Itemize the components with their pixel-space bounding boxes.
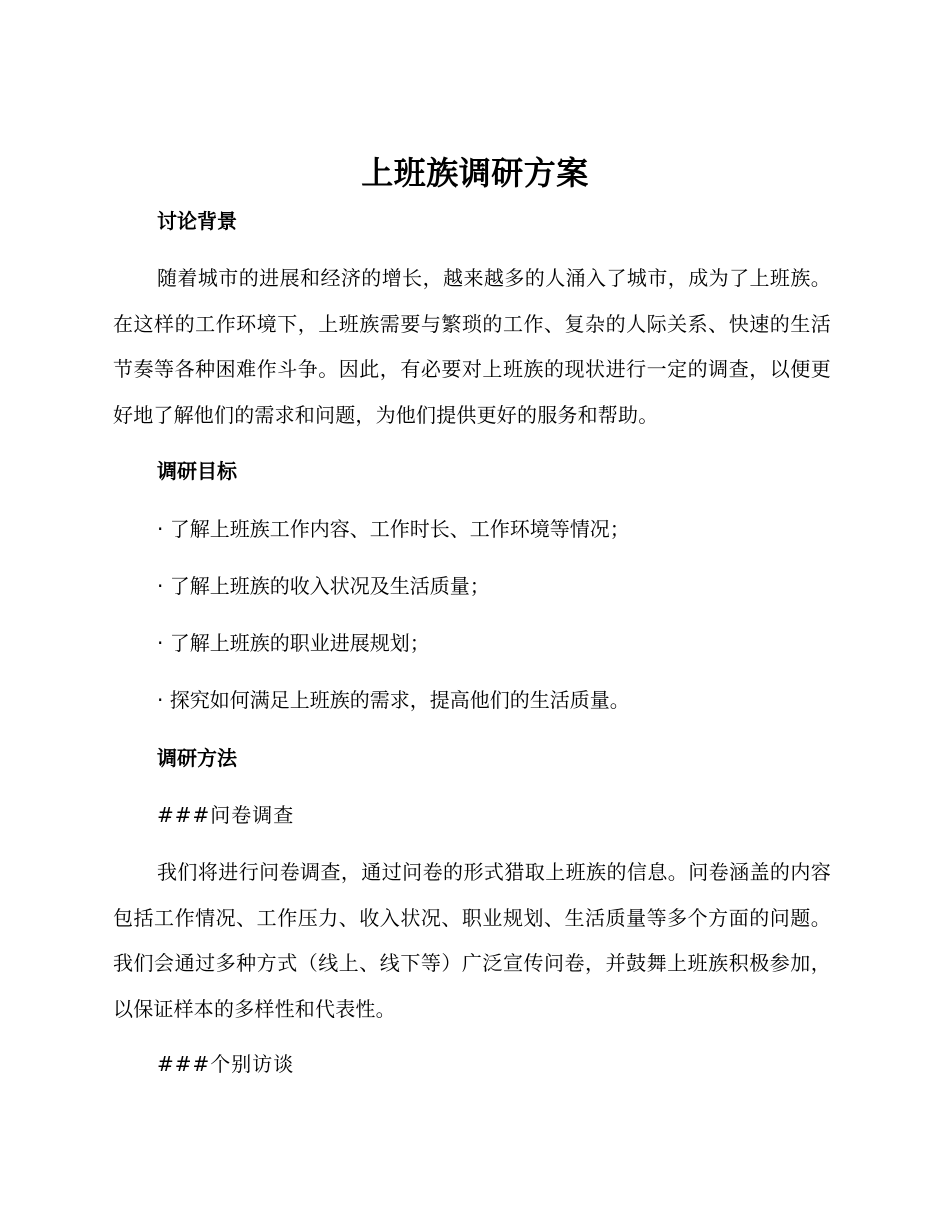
- goal-item: · 了解上班族工作内容、工作时长、工作环境等情况；: [157, 517, 630, 541]
- goal-item: · 了解上班族的职业进展规划；: [157, 631, 430, 655]
- goal-item: · 了解上班族的收入状况及生活质量；: [157, 574, 490, 598]
- section-heading-goals: 调研目标: [157, 459, 237, 483]
- questionnaire-paragraph: 我们将进行问卷调查，通过问卷的形式猎取上班族的信息。问卷涵盖的内容包括工作情况、工作压力、收入状况、职业规划、生活质量等多个方面的问题。我们会通过多种方式（线上、线下等）广泛宣传问卷，并鼓舞上班族积极参加，以保证样本的多样性和代表性。: [113, 860, 831, 1022]
- section-heading-background: 讨论背景: [157, 209, 237, 233]
- subheading-questionnaire: ###问卷调查: [157, 803, 295, 827]
- document-title: 上班族调研方案: [361, 154, 589, 192]
- section-heading-methods: 调研方法: [157, 746, 237, 770]
- goal-item: · 探究如何满足上班族的需求，提高他们的生活质量。: [157, 688, 630, 712]
- background-paragraph: 随着城市的进展和经济的增长，越来越多的人涌入了城市，成为了上班族。在这样的工作环境下，上班族需要与繁琐的工作、复杂的人际关系、快速的生活节奏等各种困难作斗争。因此，有必要对上班族的现状进行一定的调查，以便更好地了解他们的需求和问题，为他们提供更好的服务和帮助。: [113, 266, 831, 428]
- subheading-interview: ###个别访谈: [157, 1052, 295, 1076]
